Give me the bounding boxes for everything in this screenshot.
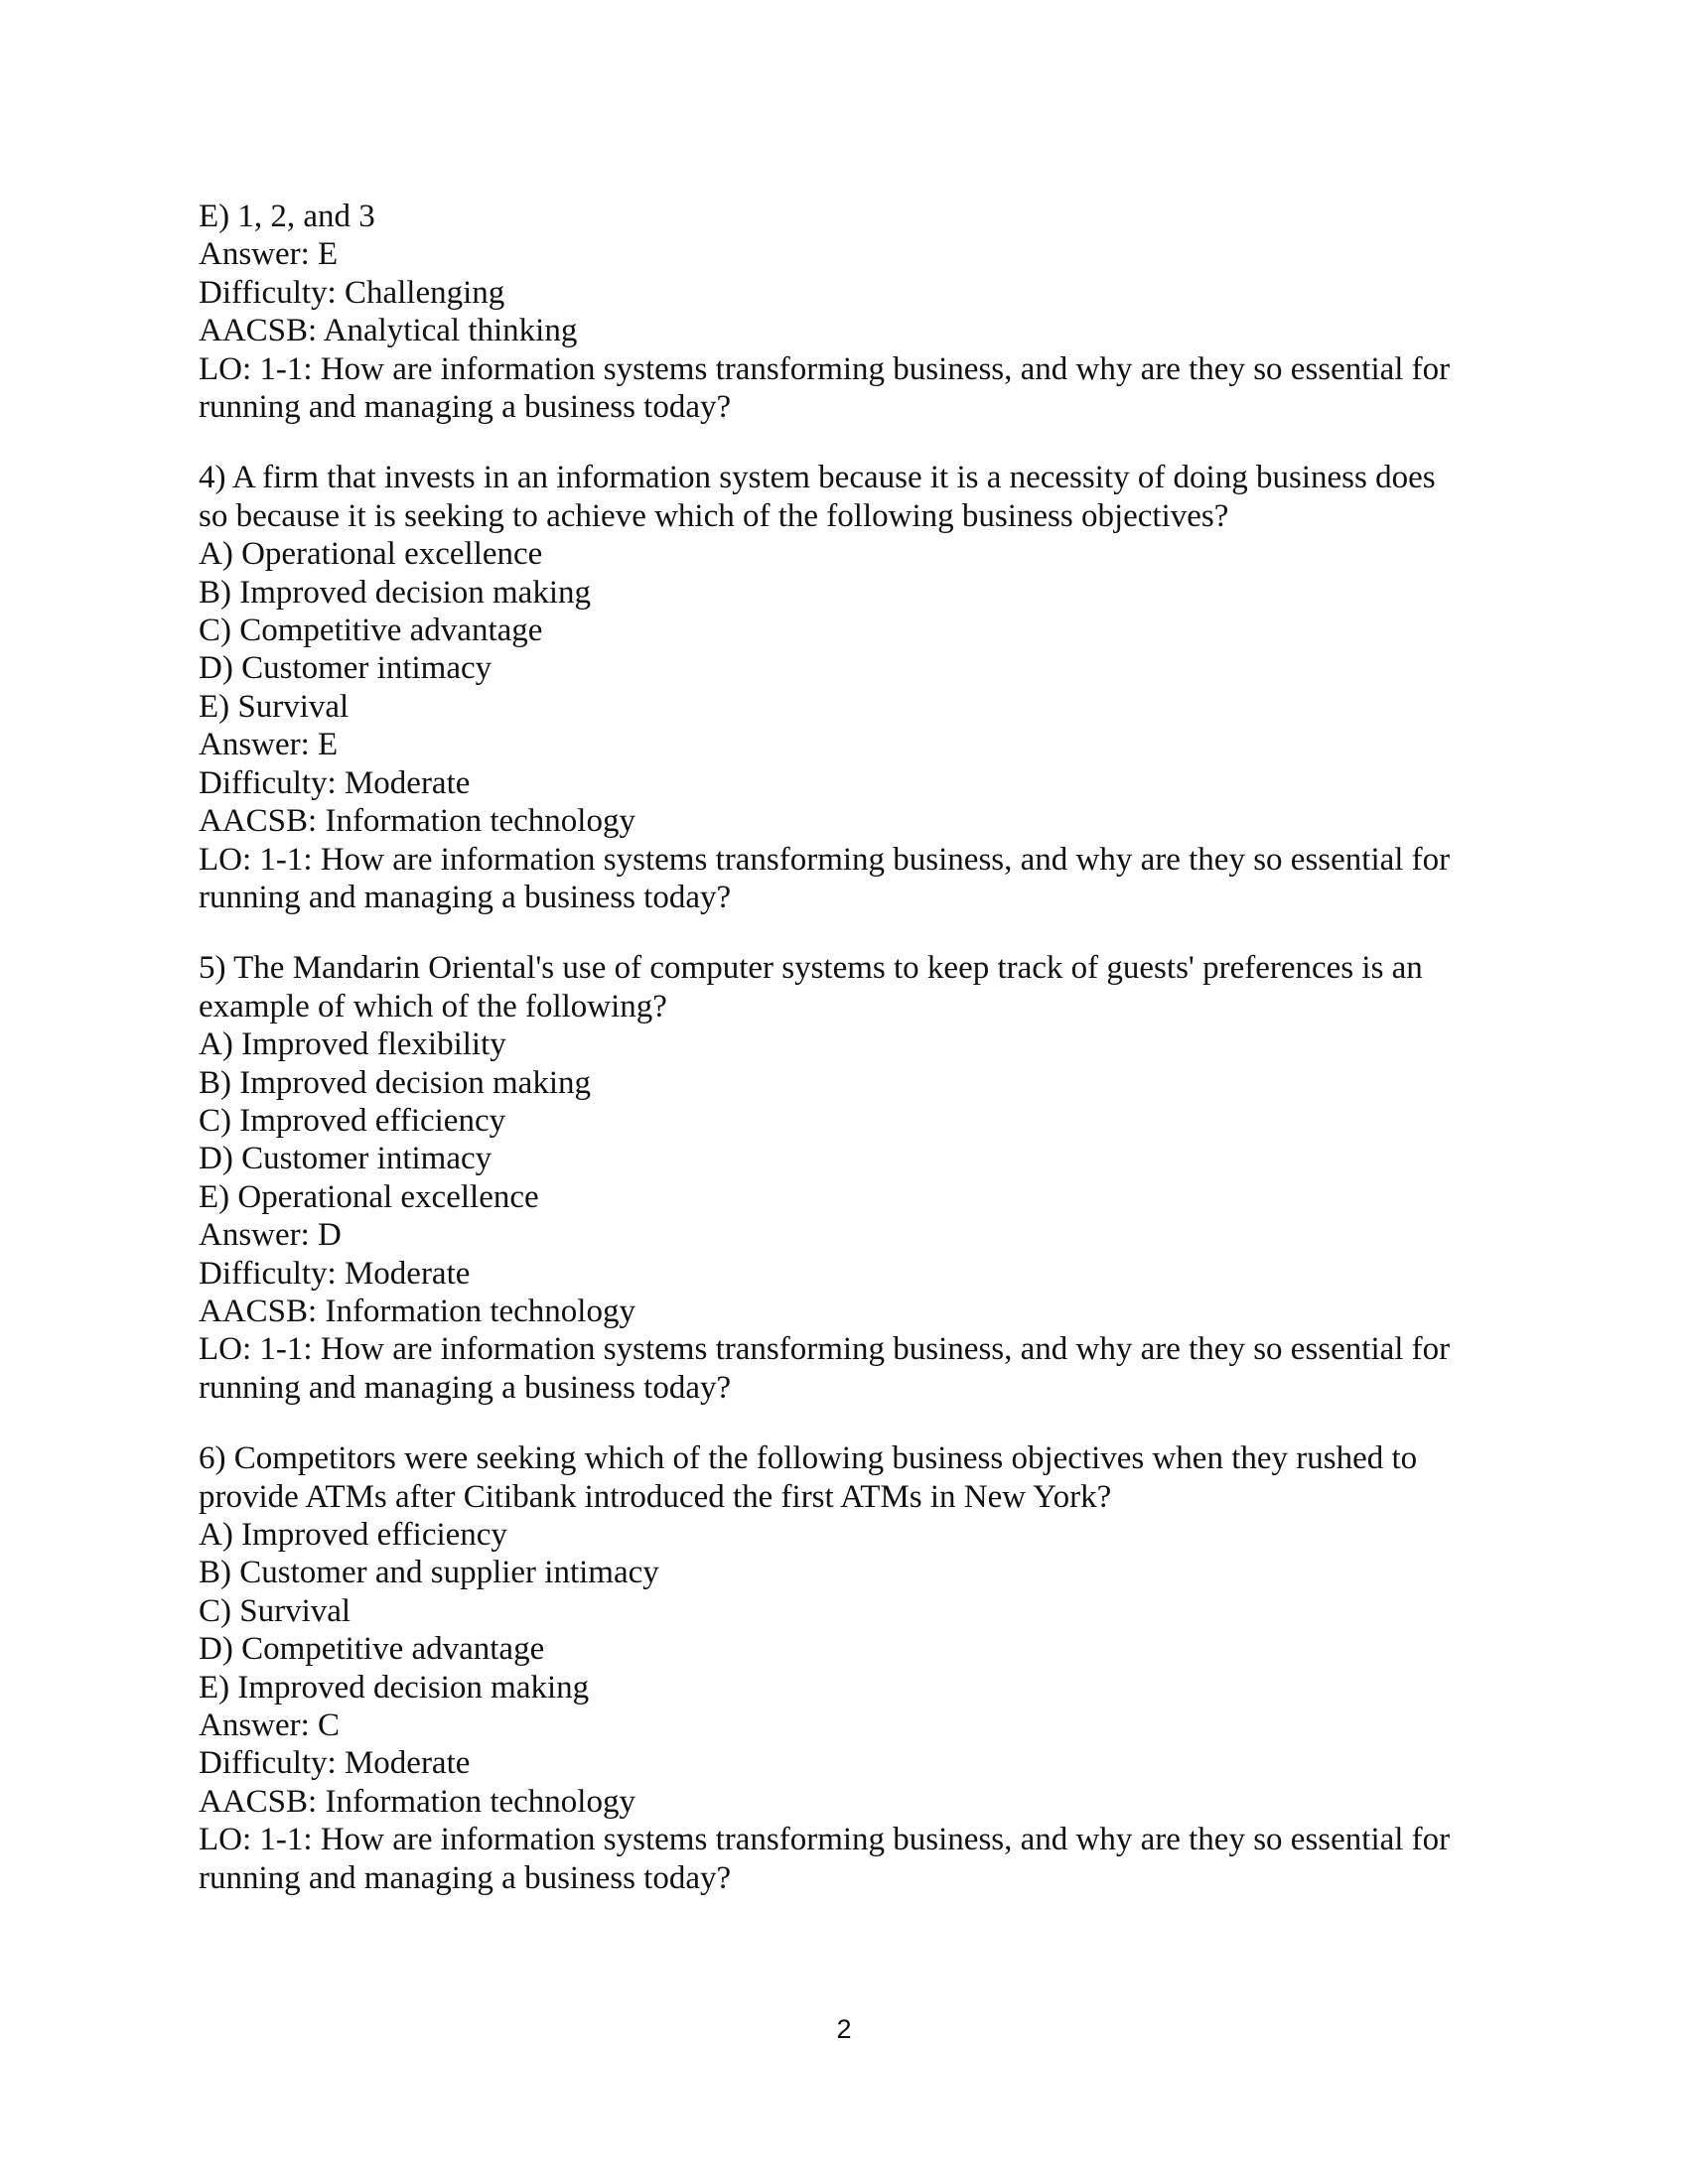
difficulty-line: Difficulty: Moderate — [199, 764, 471, 801]
option-d: D) Customer intimacy — [199, 1141, 492, 1177]
option-a: A) Improved efficiency — [199, 1517, 507, 1553]
lo-line-1: LO: 1-1: How are information systems transforming business, and why are they so essential for — [199, 1331, 1451, 1368]
question-5-block — [199, 949, 1519, 1407]
lo-line-1: LO: 1-1: How are information systems transforming business, and why are they so essential for — [199, 350, 1451, 387]
option-b: B) Improved decision making — [199, 1064, 592, 1101]
difficulty-line: Difficulty: Moderate — [199, 1255, 471, 1292]
question-stem-line-2: so because it is seeking to achieve which of the following business objectives? — [199, 497, 1229, 534]
page-number: 2 — [836, 2014, 852, 2044]
answer-line: Answer: D — [199, 1217, 342, 1254]
lo-line-2: running and managing a business today? — [199, 1369, 732, 1406]
option-d: D) Customer intimacy — [199, 650, 492, 687]
option-c: C) Improved efficiency — [199, 1102, 506, 1139]
question-stem-line-2: example of which of the following? — [199, 988, 667, 1024]
lo-line-2: running and managing a business today? — [199, 389, 732, 426]
question-stem-line-1: 5) The Mandarin Oriental's use of computer systems to keep track of guests' preferences is an — [199, 950, 1423, 987]
aacsb-line: AACSB: Analytical thinking — [199, 313, 578, 349]
aacsb-line: AACSB: Information technology — [199, 803, 635, 840]
lo-line-1: LO: 1-1: How are information systems transforming business, and why are they so essential for — [199, 841, 1451, 878]
answer-line: Answer: E — [199, 727, 339, 763]
answer-line: Answer: C — [199, 1707, 341, 1744]
option-a: A) Operational excellence — [199, 536, 543, 573]
question-stem-line-1: 4) A firm that invests in an information system because it is a necessity of doing business does — [199, 460, 1436, 496]
option-d: D) Competitive advantage — [199, 1631, 545, 1668]
option-a: A) Improved flexibility — [199, 1026, 506, 1063]
option-c: C) Competitive advantage — [199, 613, 543, 649]
lo-line-2: running and managing a business today? — [199, 1859, 732, 1896]
option-e: E) 1, 2, and 3 — [199, 199, 375, 234]
question-stem-line-1: 6) Competitors were seeking which of the following business objectives when they rushed to — [199, 1440, 1418, 1477]
option-b: B) Improved decision making — [199, 574, 592, 611]
aacsb-line: AACSB: Information technology — [199, 1293, 635, 1329]
lo-line-2: running and managing a business today? — [199, 879, 732, 915]
lo-line-1: LO: 1-1: How are information systems transforming business, and why are they so essential for — [199, 1822, 1451, 1858]
carryover-question-block — [199, 198, 1519, 426]
option-e: E) Survival — [199, 688, 350, 725]
difficulty-line: Difficulty: Moderate — [199, 1745, 471, 1782]
option-c: C) Survival — [199, 1592, 352, 1629]
difficulty-line: Difficulty: Challenging — [199, 274, 505, 311]
option-e: E) Improved decision making — [199, 1669, 590, 1706]
option-e: E) Operational excellence — [199, 1178, 539, 1215]
option-b: B) Customer and supplier intimacy — [199, 1555, 659, 1591]
question-4-block — [199, 459, 1519, 916]
question-6-block — [199, 1439, 1519, 1897]
aacsb-line: AACSB: Information technology — [199, 1783, 635, 1820]
document-body — [199, 198, 1519, 1897]
answer-line: Answer: E — [199, 236, 339, 273]
question-stem-line-2: provide ATMs after Citibank introduced the first ATMs in New York? — [199, 1478, 1112, 1515]
